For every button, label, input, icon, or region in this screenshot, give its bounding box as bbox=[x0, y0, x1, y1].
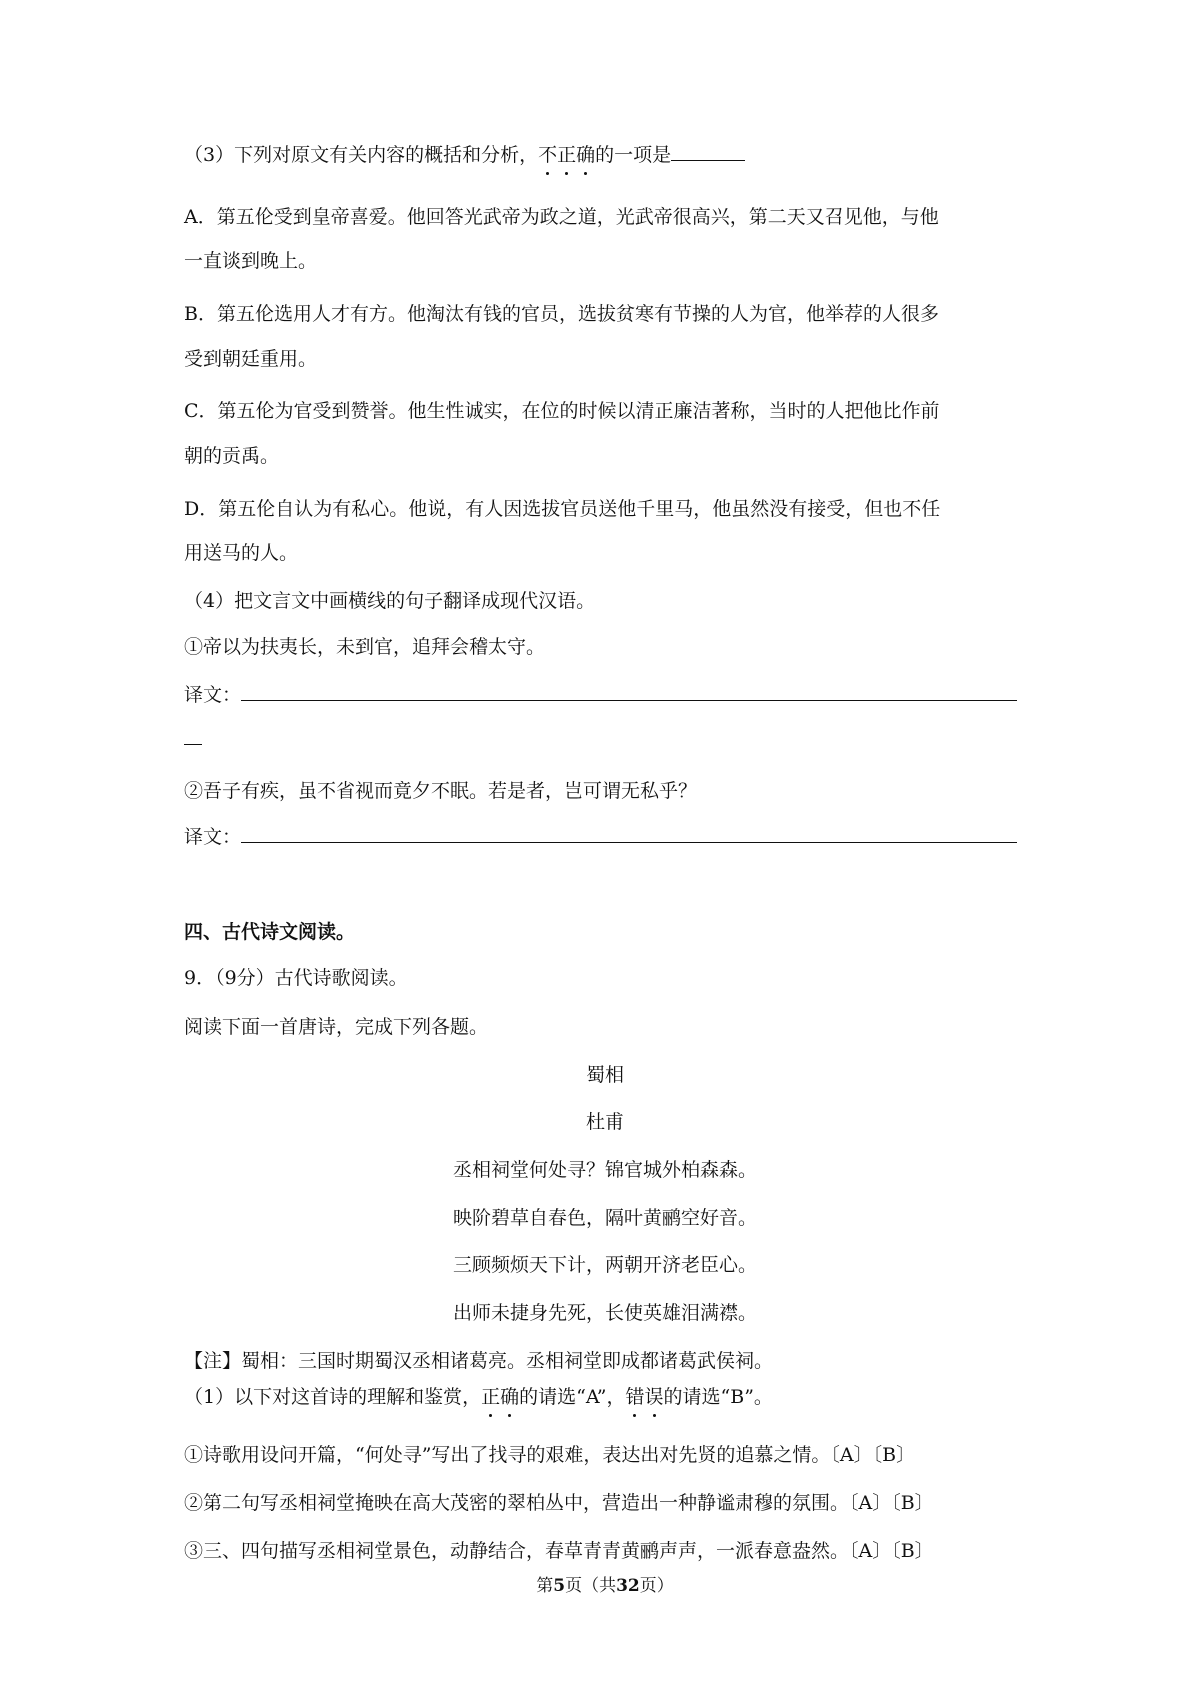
option-c-line2: 朝的贡禹。 bbox=[184, 445, 280, 467]
q9-1-prompt-after: 的请选“B”。 bbox=[663, 1386, 773, 1408]
dot-char: 确 bbox=[500, 1382, 519, 1409]
dot-char: 错 bbox=[625, 1382, 644, 1409]
reading-instruction: 阅读下面一首唐诗，完成下列各题。 bbox=[184, 1016, 489, 1038]
translate-label: 译文： bbox=[184, 684, 242, 706]
page-number-pre: 第 bbox=[536, 1576, 554, 1596]
translation-blank-overflow bbox=[184, 728, 202, 750]
poem-line: 丞相祠堂何处寻？锦官城外柏森森。 bbox=[452, 1159, 757, 1181]
q3-prompt bbox=[184, 140, 745, 167]
translation-line-2 bbox=[184, 822, 1017, 849]
page-total: 32 bbox=[616, 1576, 640, 1596]
q3-prompt-before: （3）下列对原文有关内容的概括和分析， bbox=[184, 144, 539, 166]
q9-1-prompt-before: （1）以下对这首诗的理解和鉴赏， bbox=[184, 1386, 482, 1408]
dot-char: 确 bbox=[576, 140, 595, 167]
option-a-line1: A．第五伦受到皇帝喜爱。他回答光武帝为政之道，光武帝很高兴，第二天又召见他，与他 bbox=[184, 206, 939, 228]
q9-1-prompt bbox=[184, 1382, 773, 1409]
dot-char: 正 bbox=[481, 1382, 500, 1409]
q4-sentence-2: ②吾子有疾，虽不省视而竟夕不眠。若是者，岂可谓无私乎？ bbox=[184, 780, 698, 802]
question-9: 9．（9分）古代诗歌阅读。 bbox=[184, 967, 408, 989]
poem-title: 蜀相 bbox=[585, 1064, 624, 1086]
translation-line-1 bbox=[184, 680, 1017, 707]
translate-label: 译文： bbox=[184, 826, 242, 848]
answer-blank[interactable] bbox=[671, 160, 745, 161]
q3-prompt-after: 的一项是 bbox=[595, 144, 672, 166]
q4-prompt: （4）把文言文中画横线的句子翻译成现代汉语。 bbox=[184, 590, 596, 612]
poem-line: 三顾频烦天下计，两朝开济老臣心。 bbox=[452, 1254, 757, 1276]
poem-note: 【注】蜀相：三国时期蜀汉丞相诸葛亮。丞相祠堂即成都诸葛武侯祠。 bbox=[184, 1350, 774, 1372]
page-number bbox=[0, 1571, 1200, 1596]
judgement-item: ③三、四句描写丞相祠堂景色，动静结合，春草青青黄鹂声声，一派春意盎然。〔A〕〔B〕 bbox=[184, 1540, 934, 1562]
q9-1-dot2 bbox=[625, 1386, 663, 1408]
option-b-line2: 受到朝廷重用。 bbox=[184, 348, 318, 370]
section-heading: 四、古代诗文阅读。 bbox=[184, 921, 356, 943]
q9-1-prompt-mid: 的请选“A”， bbox=[519, 1386, 626, 1408]
option-b-line1: B．第五伦选用人才有方。他淘汰有钱的官员，选拔贫寒有节操的人为官，他举荐的人很多 bbox=[184, 303, 939, 325]
judgement-item: ①诗歌用设问开篇，“何处寻”写出了找寻的艰难，表达出对先贤的追慕之情。〔A〕〔B〕 bbox=[184, 1444, 916, 1466]
option-c-line1: C．第五伦为官受到赞誉。他生性诚实，在位的时候以清正廉洁著称，当时的人把他比作前 bbox=[184, 400, 940, 422]
dot-char: 正 bbox=[557, 140, 576, 167]
q4-sentence-1: ①帝以为扶夷长，未到官，追拜会稽太守。 bbox=[184, 636, 546, 658]
option-a-line2: 一直谈到晚上。 bbox=[184, 250, 318, 272]
translation-blank-1-overflow[interactable] bbox=[184, 744, 202, 745]
option-d-line2: 用送马的人。 bbox=[184, 542, 299, 564]
judgement-item: ②第二句写丞相祠堂掩映在高大茂密的翠柏丛中，营造出一种静谧肃穆的氛围。〔A〕〔B〕 bbox=[184, 1492, 934, 1514]
page-current: 5 bbox=[553, 1576, 566, 1596]
page-number-post: 页） bbox=[639, 1576, 674, 1596]
poem-line: 出师未捷身先死，长使英雄泪满襟。 bbox=[452, 1302, 757, 1324]
q9-1-dot1 bbox=[481, 1386, 519, 1408]
translation-blank-1[interactable] bbox=[241, 700, 1017, 701]
page-number-mid: 页（共 bbox=[565, 1576, 617, 1596]
dot-char: 不 bbox=[538, 140, 557, 167]
option-d-line1: D．第五伦自认为有私心。他说，有人因选拔官员送他千里马，他虽然没有接受，但也不任 bbox=[184, 498, 941, 520]
poem-line: 映阶碧草自春色，隔叶黄鹂空好音。 bbox=[452, 1207, 757, 1229]
poem-author: 杜甫 bbox=[585, 1111, 624, 1133]
dot-char: 误 bbox=[645, 1382, 664, 1409]
q3-prompt-dotted bbox=[538, 144, 595, 166]
translation-blank-2[interactable] bbox=[241, 842, 1017, 843]
